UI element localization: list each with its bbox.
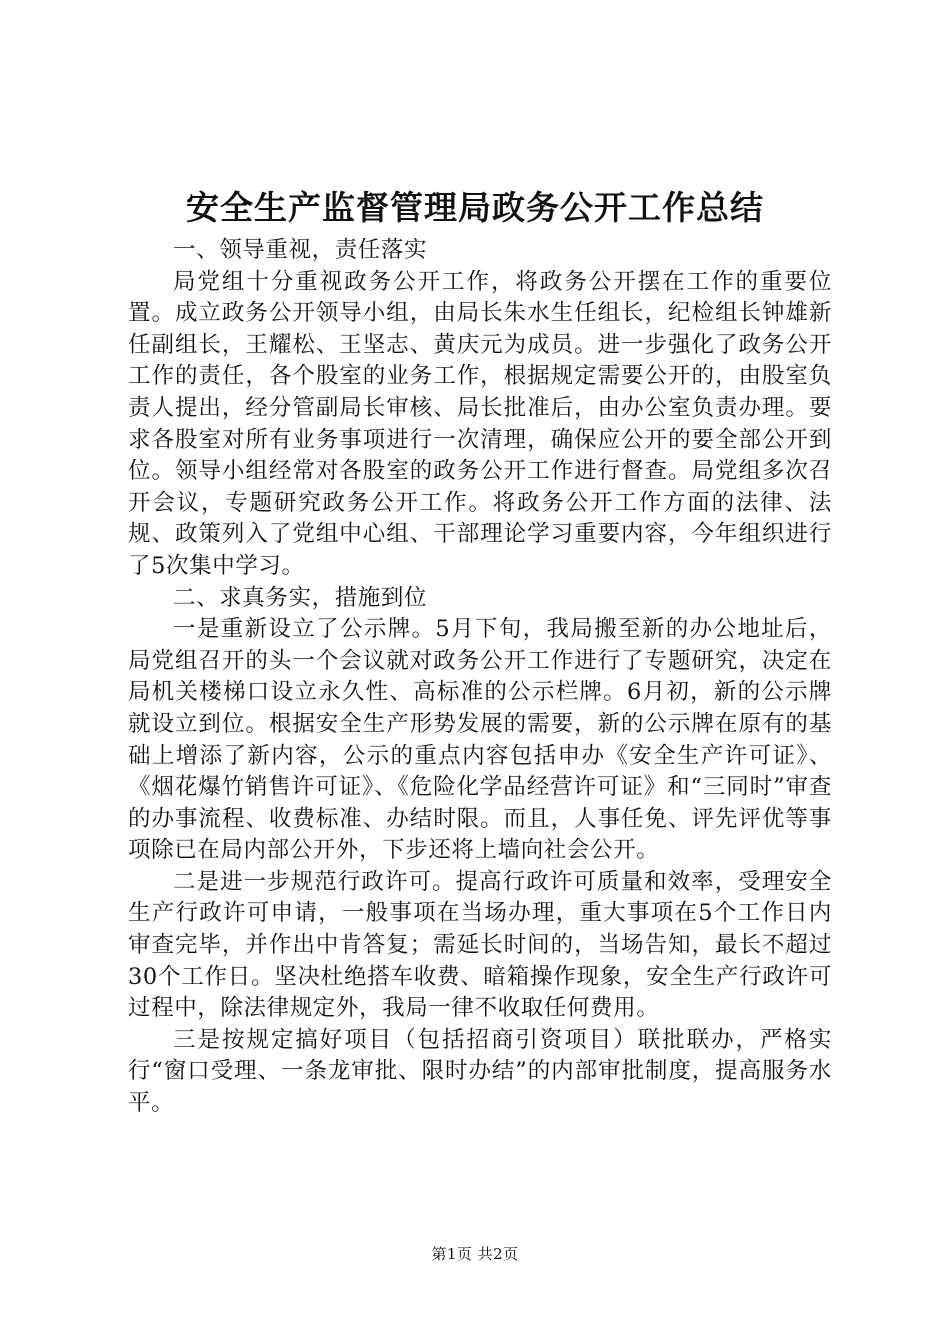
paragraph-4: 三是按规定搞好项目（包括招商引资项目）联批联办，严格实行“窗口受理、一条龙审批、限时办结”的内部审批制度，提高服务水平。 [128, 1026, 832, 1117]
document-body [128, 235, 832, 1120]
section-heading-2: 二、求真务实，措施到位 [173, 584, 428, 611]
paragraph-3: 二是进一步规范行政许可。提高行政许可质量和效率，受理安全生产行政许可申请，一般事项在当场办理，重大事项在5个工作日内审查完毕，并作出中肯答复；需延长时间的，当场告知，最长不超过30个工作日。坚决杜绝搭车收费、暗箱操作现象，安全生产行政许可过程中，除法律规定外，我局一律不收取任何费用。 [128, 868, 832, 1022]
section-heading-1: 一、领导重视，责任落实 [173, 237, 428, 263]
paragraph-2: 一是重新设立了公示牌。5月下旬，我局搬至新的办公地址后，局党组召开的头一个会议就对政务公开工作进行了专题研究，决定在局机关楼梯口设立永久性、高标准的公示栏牌。6月初，新的公示牌就设立到位。根据安全生产形势发展的需要，新的公示牌在原有的基础上增添了新内容，公示的重点内容包括申办《安全生产许可证》、《烟花爆竹销售许可证》、《危险化学品经营许可证》和“三同时”审查的办事流程、收费标准、办结时限。而且，人事任免、评先评优等事项除已在局内部公开外，下步还将上墙向社会公开。 [128, 616, 832, 864]
paragraph-1: 局党组十分重视政务公开工作，将政务公开摆在工作的重要位置。成立政务公开领导小组，由局长朱水生任组长，纪检组长钟雄新任副组长，王耀松、王坚志、黄庆元为成员。进一步强化了政务公开工作的责任，各个股室的业务工作，根据规定需要公开的，由股室负责人提出，经分管副局长审核、局长批准后，由办公室负责办理。要求各股室对所有业务事项进行一次清理，确保应公开的要全部公开到位。领导小组经常对各股室的政务公开工作进行督查。局党组多次召开会议，专题研究政务公开工作。将政务公开工作方面的法律、法规、政策列入了党组中心组、干部理论学习重要内容，今年组织进行了5次集中学习。 [128, 268, 832, 579]
page-footer: 第1页 共2页 [431, 1245, 519, 1263]
document-title: 安全生产监督管理局政务公开工作总结 [186, 188, 764, 227]
